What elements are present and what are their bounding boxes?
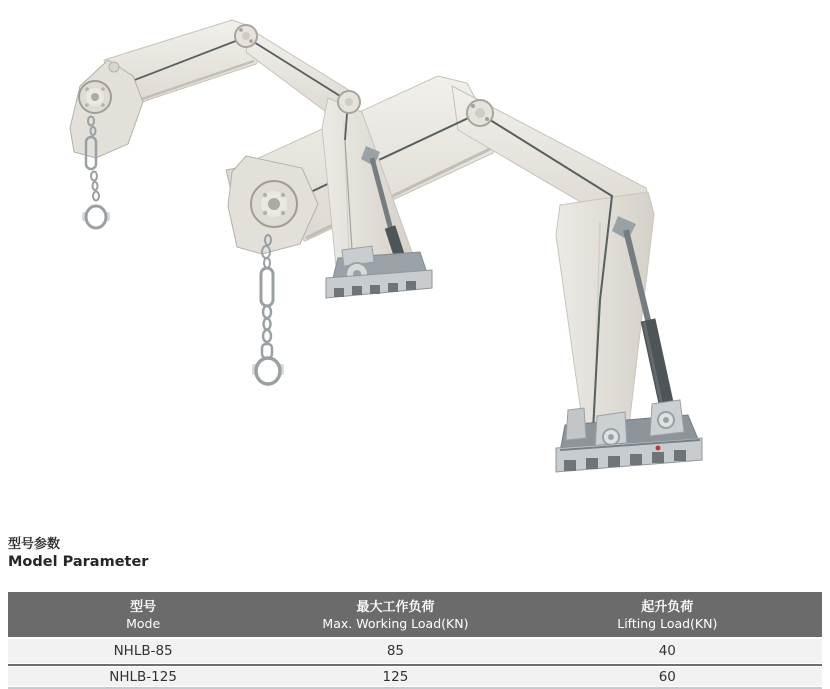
cell-model: NHLB-85 (113, 643, 173, 659)
model-parameter-table (8, 592, 822, 689)
rear-lifting-chain (252, 235, 284, 384)
section-title-en: Model Parameter (8, 554, 149, 570)
rear-hook-ring (252, 358, 284, 384)
section-title (8, 536, 148, 571)
col-header-model: 型号 Mode (126, 599, 161, 631)
col-header-lifting-load: 起升负荷 Lifting Load(KN) (617, 599, 718, 631)
cell-lifting-load: 60 (658, 668, 676, 685)
front-pivot-pin (338, 91, 360, 113)
front-hook-ring (82, 206, 110, 228)
col-header-max-working-load: 最大工作负荷 Max. Working Load(KN) (322, 599, 469, 631)
cell-max-working-load: 125 (382, 668, 409, 685)
front-apex-pin (235, 25, 257, 47)
cell-lifting-load: 40 (658, 643, 676, 659)
cell-max-working-load: 85 (386, 643, 405, 659)
table-row-nhlb-85 (8, 639, 822, 663)
rear-column (556, 192, 654, 443)
table-row-nhlb-125 (8, 667, 822, 686)
red-marking-dot (656, 446, 661, 451)
cell-model: NHLB-125 (109, 668, 177, 685)
table-header-row (8, 592, 822, 637)
crane-rear (226, 76, 702, 472)
section-title-zh: 型号参数 (8, 537, 61, 552)
rear-apex-pin (467, 100, 493, 126)
